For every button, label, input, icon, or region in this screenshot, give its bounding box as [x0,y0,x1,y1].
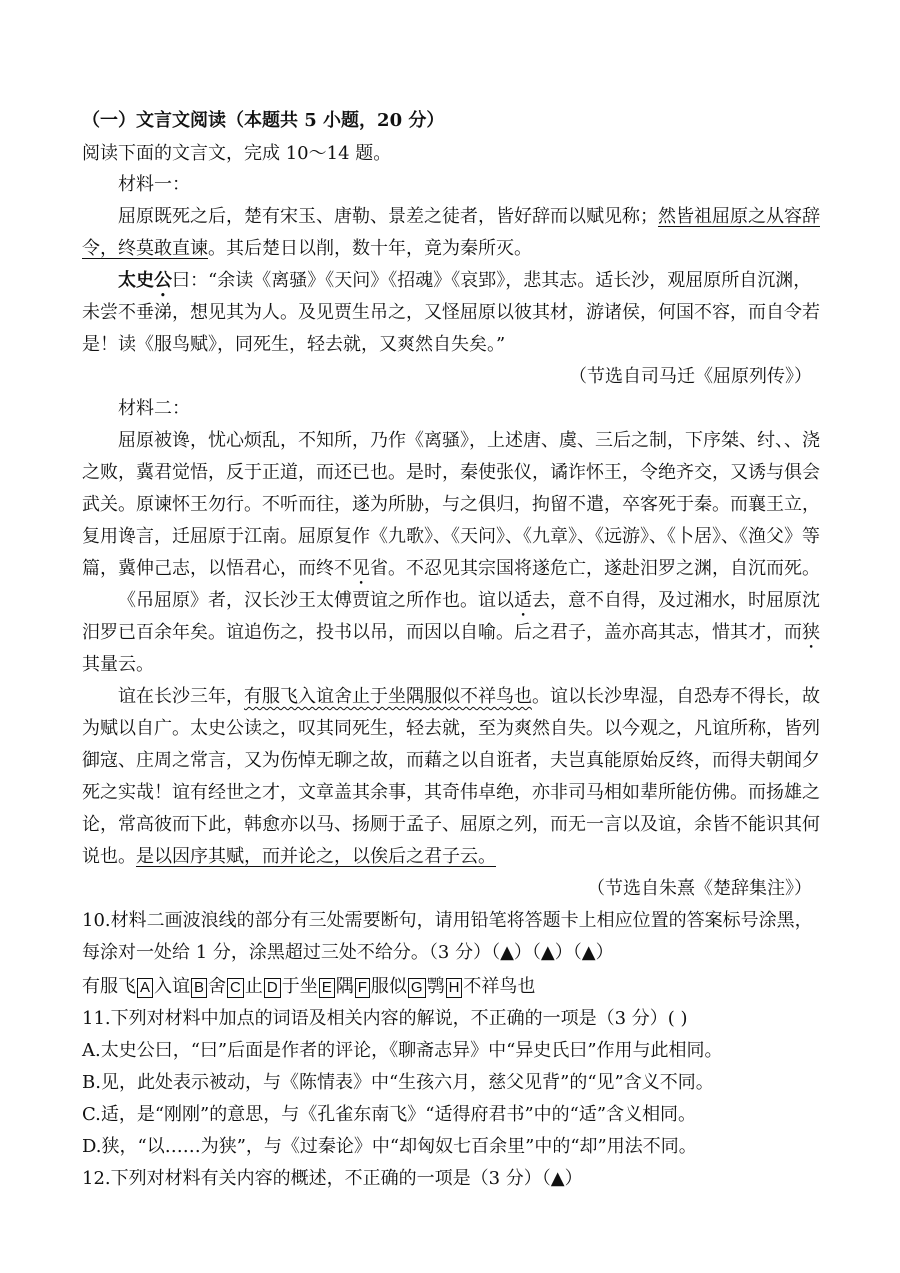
segment: 于坐 [281,976,318,997]
q11-option-c[interactable]: C.适，是“刚刚”的意思，与《孔雀东南飞》“适得府君书”中的“适”含义相同。 [82,1104,697,1125]
text-span: 。其后楚日以削，数十年，竟为秦所灭。 [208,238,532,259]
text-span: 去，意不自得，及过湘水，时屈原沈 [532,590,820,611]
underlined-sentence: 然皆祖屈原之从容辞 [658,206,820,227]
dotted-word-shi: 适 [514,590,532,611]
text-span: 篇，冀伸己志，以悟君心，而终不 [82,558,352,579]
segment: 舍 [208,976,227,997]
q10-segmentation [82,972,822,1002]
material1-para2-line1 [118,266,822,301]
material2-para3-line2: 为赋以自广。太史公读之，叹其同死生，轻去就，至为爽然自失。以今观之，凡谊所称，皆列 [82,718,820,739]
material2-para1-line2: 之败，冀君觉悟，反于正道，而还已也。是时，秦使张仪，谲诈怀王，令绝齐交，又诱与俱会 [82,462,820,483]
material1-label: 材料一： [118,174,190,195]
segment: 入谊 [154,976,191,997]
dotted-word-xia: 狭 [802,622,820,643]
material2-para1-line5 [82,554,822,589]
answer-box-h[interactable]: H [446,978,463,998]
q11-option-a[interactable]: A.太史公曰，“曰”后面是作者的评论，《聊斋志异》中“异史氏曰”作用与此相同。 [82,1040,723,1061]
dotted-word-gong: 公 [154,270,172,291]
material2-para3-line1 [118,682,822,712]
underlined-sentence: 是以因序其赋，而并论之，以俟后之君子云。 [136,846,496,867]
segment: 鹗 [426,976,445,997]
q10-stem-line2: 每涂对一处给 1 分，涂黑超过三处不给分。（3 分）（▲）（▲）（▲） [82,942,614,963]
material2-source: （节选自朱熹《楚辞集注》） [587,878,812,899]
material2-para2-line3: 其量云。 [82,654,154,675]
instruction-text: 阅读下面的文言文，完成 10～14 题。 [82,143,392,164]
q12-stem: 12.下列对材料有关内容的概述，不正确的一项是（3 分）（▲） [82,1168,583,1189]
answer-box-d[interactable]: D [264,978,281,998]
segment: 不祥鸟也 [463,976,536,997]
material2-para3-line3: 御寇、庄周之常言，又为伤悼无聊之故，而藉之以自诳者，夫岂真能原始反终，而得夫朝闻夕 [82,750,820,771]
q11-option-b[interactable]: B.见，此处表示被动，与《陈情表》中“生孩六月，慈父见背”的“见”含义不同。 [82,1072,714,1093]
segment: 隅 [335,976,354,997]
wavy-underlined-sentence: 有服飞入谊舍止于坐隅服似不祥鸟也 [244,686,532,707]
q11-option-d[interactable]: D.狭，“以……为狭”，与《过秦论》中“却匈奴七百余里”中的“却”用法不同。 [82,1136,697,1157]
taishi-bold: 太史 [118,270,154,291]
text-span: 汨罗已百余年矣。谊追伤之，投书以吊，而因以自喻。后之君子，盖亦高其志，惜其才，而 [82,622,802,643]
answer-box-f[interactable]: F [355,978,370,998]
answer-box-b[interactable]: B [191,978,207,998]
answer-box-g[interactable]: G [408,978,426,998]
material1-para1-line2 [82,234,822,264]
material2-para1-line1: 屈原被谗，忧心烦乱，不知所，乃作《离骚》，上述唐、虞、三后之制，下序桀、纣、、浇 [118,430,820,451]
text-span: 说也。 [82,846,136,867]
text-span: 曰：“余读《离骚》《天问》《招魂》《哀郢》，悲其志。适长沙，观屈原所自沉渊， [172,270,812,291]
answer-box-c[interactable]: C [227,978,244,998]
material1-para1-line1 [118,202,822,232]
material2-para2-line2 [82,618,822,653]
text-span: 谊在长沙三年， [118,686,244,707]
material2-para3-line6 [82,842,822,872]
text-span: 屈原既死之后，楚有宋玉、唐勒、景差之徒者，皆好辞而以赋见称； [118,206,658,227]
material1-para2-line2: 未尝不垂涕，想见其为人。及见贾生吊之，又怪屈原以彼其材，游诸侯，何国不容，而自令若 [82,302,820,323]
material1-para2-line3: 是！读《服鸟赋》，同死生，轻去就，又爽然自失矣。” [82,334,506,355]
text-span: 。谊以长沙卑湿，自恐寿不得长，故 [532,686,820,707]
segment: 有服飞 [82,976,136,997]
underlined-sentence-end: 令，终莫敢直谏 [82,238,208,259]
material2-para3-line5: 论，常高彼而下此，韩愈亦以马、扬厕于孟子、屈原之列，而无一言以及谊，余皆不能识其何 [82,814,820,835]
segment: 服似 [370,976,407,997]
material2-label: 材料二： [118,398,190,419]
material1-source: （节选自司马迁《屈原列传》） [569,366,812,387]
material2-para1-line3: 武关。原谏怀王勿行。不听而往，遂为所胁，与之俱归，拘留不遣，卒客死于秦。而襄王立， [82,494,820,515]
q11-stem: 11.下列对材料中加点的词语及相关内容的解说，不正确的一项是（3 分）( ) [82,1008,688,1029]
material2-para2-line1 [118,586,822,621]
material2-para3-line4: 死之实哉！谊有经世之才，文章盖其余事，其奇伟卓绝，亦非司马相如辈所能仿佛。而扬雄之 [82,782,820,803]
dotted-word-jian: 见 [352,558,370,579]
section-heading: （一）文言文阅读（本题共 5 小题，20 分） [82,110,445,131]
segment: 止 [244,976,263,997]
answer-box-a[interactable]: A [137,978,153,998]
text-span: 《吊屈原》者，汉长沙王太傅贾谊之所作也。谊以 [118,590,514,611]
q10-stem-line1: 10.材料二画波浪线的部分有三处需要断句，请用铅笔将答题卡上相应位置的答案标号涂黑， [82,910,813,931]
answer-box-e[interactable]: E [319,978,335,998]
material2-para1-line4: 复用谗言，迁屈原于江南。屈原复作《九歌》、《天问》、《九章》、《远游》、《卜居》、《渔父》等 [82,526,820,547]
text-span: 省。不忍见其宗国将遂危亡，遂赴汨罗之渊，自沉而死。 [370,558,820,579]
